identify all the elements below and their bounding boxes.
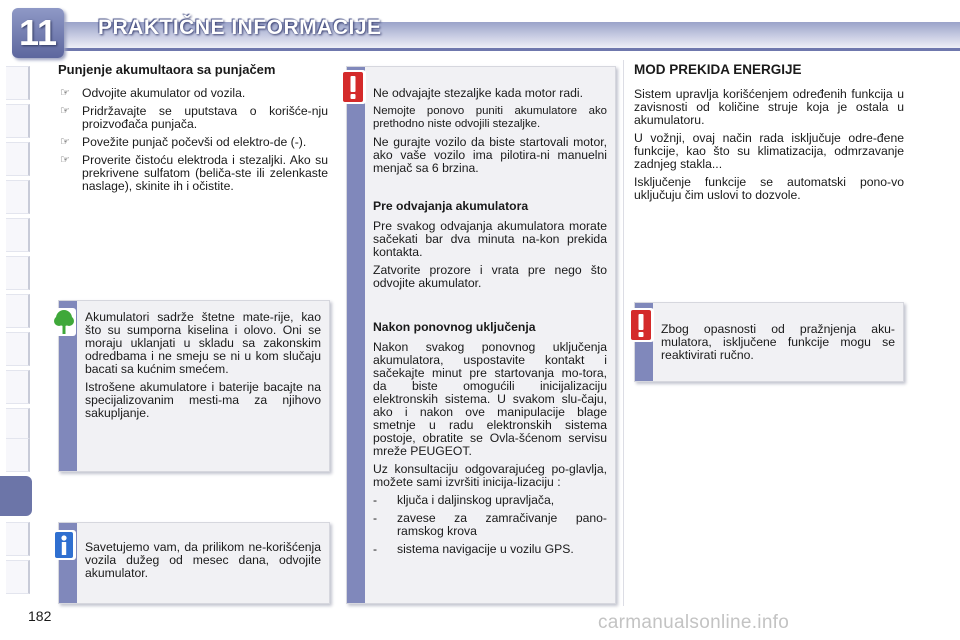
- warning-icon: [628, 308, 654, 342]
- side-tab[interactable]: [6, 370, 30, 404]
- box-stripe: [347, 67, 365, 603]
- list-item: ☞ Pridržavajte se uputstava o korišće-nju proizvođača punjača.: [60, 104, 328, 131]
- page-header: [0, 0, 960, 54]
- watermark: carmanualsonline.info: [598, 612, 790, 633]
- right-column: [634, 62, 904, 207]
- list-item: - sistema navigacije u vozilu GPS.: [373, 542, 574, 556]
- tree-icon: [52, 308, 76, 336]
- side-tab[interactable]: [6, 66, 30, 100]
- warning-paragraph: Nemojte ponovo puniti akumulatore ako prethodno niste odvojili stezaljke.: [373, 105, 607, 130]
- warning-paragraph: Ne odvajajte stezaljke kada motor radi.: [373, 86, 584, 100]
- side-tab[interactable]: [6, 142, 30, 176]
- page-title: PRAKTIČNE INFORMACIJE: [98, 16, 382, 39]
- side-tab[interactable]: [6, 438, 30, 472]
- list-item: ☞ Povežite punjač počevši od elektro-de (-).: [60, 135, 307, 149]
- side-tab[interactable]: [6, 522, 30, 556]
- paragraph: Zbog opasnosti od pražnjenja aku-mulatora, isključene funkcije mogu se reaktivirati ručno.: [661, 322, 895, 362]
- left-column: [58, 62, 328, 198]
- header-rule: [60, 48, 960, 51]
- hand-pointer-icon: ☞: [60, 87, 70, 99]
- side-tab-active[interactable]: [0, 476, 32, 516]
- info-note-text: [85, 541, 321, 585]
- warning-icon: [340, 70, 366, 104]
- hand-pointer-icon: ☞: [60, 105, 70, 117]
- warning-box-energy: [634, 302, 904, 382]
- list-item: - ključa i daljinskog upravljača,: [373, 493, 555, 507]
- charging-steps-list: [58, 87, 328, 193]
- paragraph: Savetujemo vam, da prilikom ne-korišćenja vozila dužeg od mesec dana, odvojite akumulator.: [85, 540, 321, 580]
- warning-box-battery: [346, 66, 616, 604]
- paragraph: Pre svakog odvajanja akumulatora morate sačekati bar dva minuta na-kon prekida kontakta.: [373, 219, 607, 259]
- side-tab[interactable]: [6, 332, 30, 366]
- side-tab[interactable]: [6, 560, 30, 594]
- warning-box-battery-content: [373, 87, 607, 561]
- list-item: ☞ Odvojite akumulator od vozila.: [60, 86, 246, 100]
- side-tab[interactable]: [6, 180, 30, 214]
- warning-box-energy-text: [661, 323, 895, 367]
- paragraph: Nakon svakog ponovnog uključenja akumulatora, uspostavite kontakt i sačekajte minut pre startovanja mo-tora, da biste omogućili inicijalizaciju elektronskih sistema. U svakom slu-čaju, ako i nakon ove manipulacije blage smetnje u radu elektronskih sistema postoje, obratite se Ovla-šćenom servisu mreže PEUGEOT.: [373, 340, 607, 458]
- page-number: 182: [28, 608, 52, 624]
- environment-note-text: [85, 311, 321, 425]
- energy-mode-text: [634, 88, 904, 202]
- reinit-list: [373, 494, 607, 556]
- environment-note-box: [58, 300, 330, 472]
- info-icon: [52, 530, 76, 560]
- paragraph: Uz konsultaciju odgovarajućeg po-glavlja, možete sami izvršiti inicija-lizaciju :: [373, 462, 607, 489]
- hand-pointer-icon: ☞: [60, 154, 70, 166]
- warning-paragraph: Ne gurajte vozilo da biste startovali motor, ako vaše vozilo ima pilotira-ni manuelni menjač sa 6 brzina.: [373, 135, 607, 175]
- section-heading-energy-mode: MOD PREKIDA ENERGIJE: [634, 62, 802, 77]
- list-item: ☞ Proverite čistoću elektroda i stezaljki. Ako su prekrivene sulfatom (belіča-ste ili zelenkaste naslage), skinite ih i očistite.: [60, 153, 328, 193]
- subheading-after-reconnect: Nakon ponovnog uključenja: [373, 320, 536, 334]
- paragraph: Istrošene akumulatore i baterije bacajte na specijalizovanim mesti-ma za njihovo sakupljanje.: [85, 380, 321, 420]
- info-note-box: [58, 522, 330, 604]
- subheading-before-disconnect: Pre odvajanja akumulatora: [373, 199, 529, 213]
- paragraph: Sistem upravlja korišćenjem određenih funkcija u zavisnosti od količine struje koja je ostala u akumulatoru.: [634, 87, 904, 127]
- side-tab[interactable]: [6, 256, 30, 290]
- chapter-number: 11: [18, 12, 58, 53]
- paragraph: Zatvorite prozore i vrata pre nego što odvojite akumulator.: [373, 263, 607, 290]
- side-tab[interactable]: [6, 408, 30, 442]
- paragraph: U vožnji, ovaj način rada isključuje odre-đene funkcije, kao što su klimatizacija, odmrzavanje zadnjeg stakla...: [634, 131, 904, 171]
- paragraph: Isključenje funkcije se automatski pono-vo uključuju čim uslovi to dozvole.: [634, 175, 904, 202]
- paragraph: Akumulatori sadrže štetne mate-rije, kao što su sumporna kiselina i olovo. Oni se moraju uklanjati u skladu sa zakonskim odredbama i ne smeju se ni u kom slučaju bacati sa kućnim smećem.: [85, 310, 321, 376]
- side-tab[interactable]: [6, 104, 30, 138]
- hand-pointer-icon: ☞: [60, 136, 70, 148]
- side-tab[interactable]: [6, 294, 30, 328]
- list-item: - zavese za zamračivanje pano-ramskog krova: [373, 511, 607, 538]
- side-tab[interactable]: [6, 218, 30, 252]
- column-divider: [623, 60, 624, 606]
- section-heading-charging: Punjenje akumultaora sa punjačem: [58, 62, 276, 77]
